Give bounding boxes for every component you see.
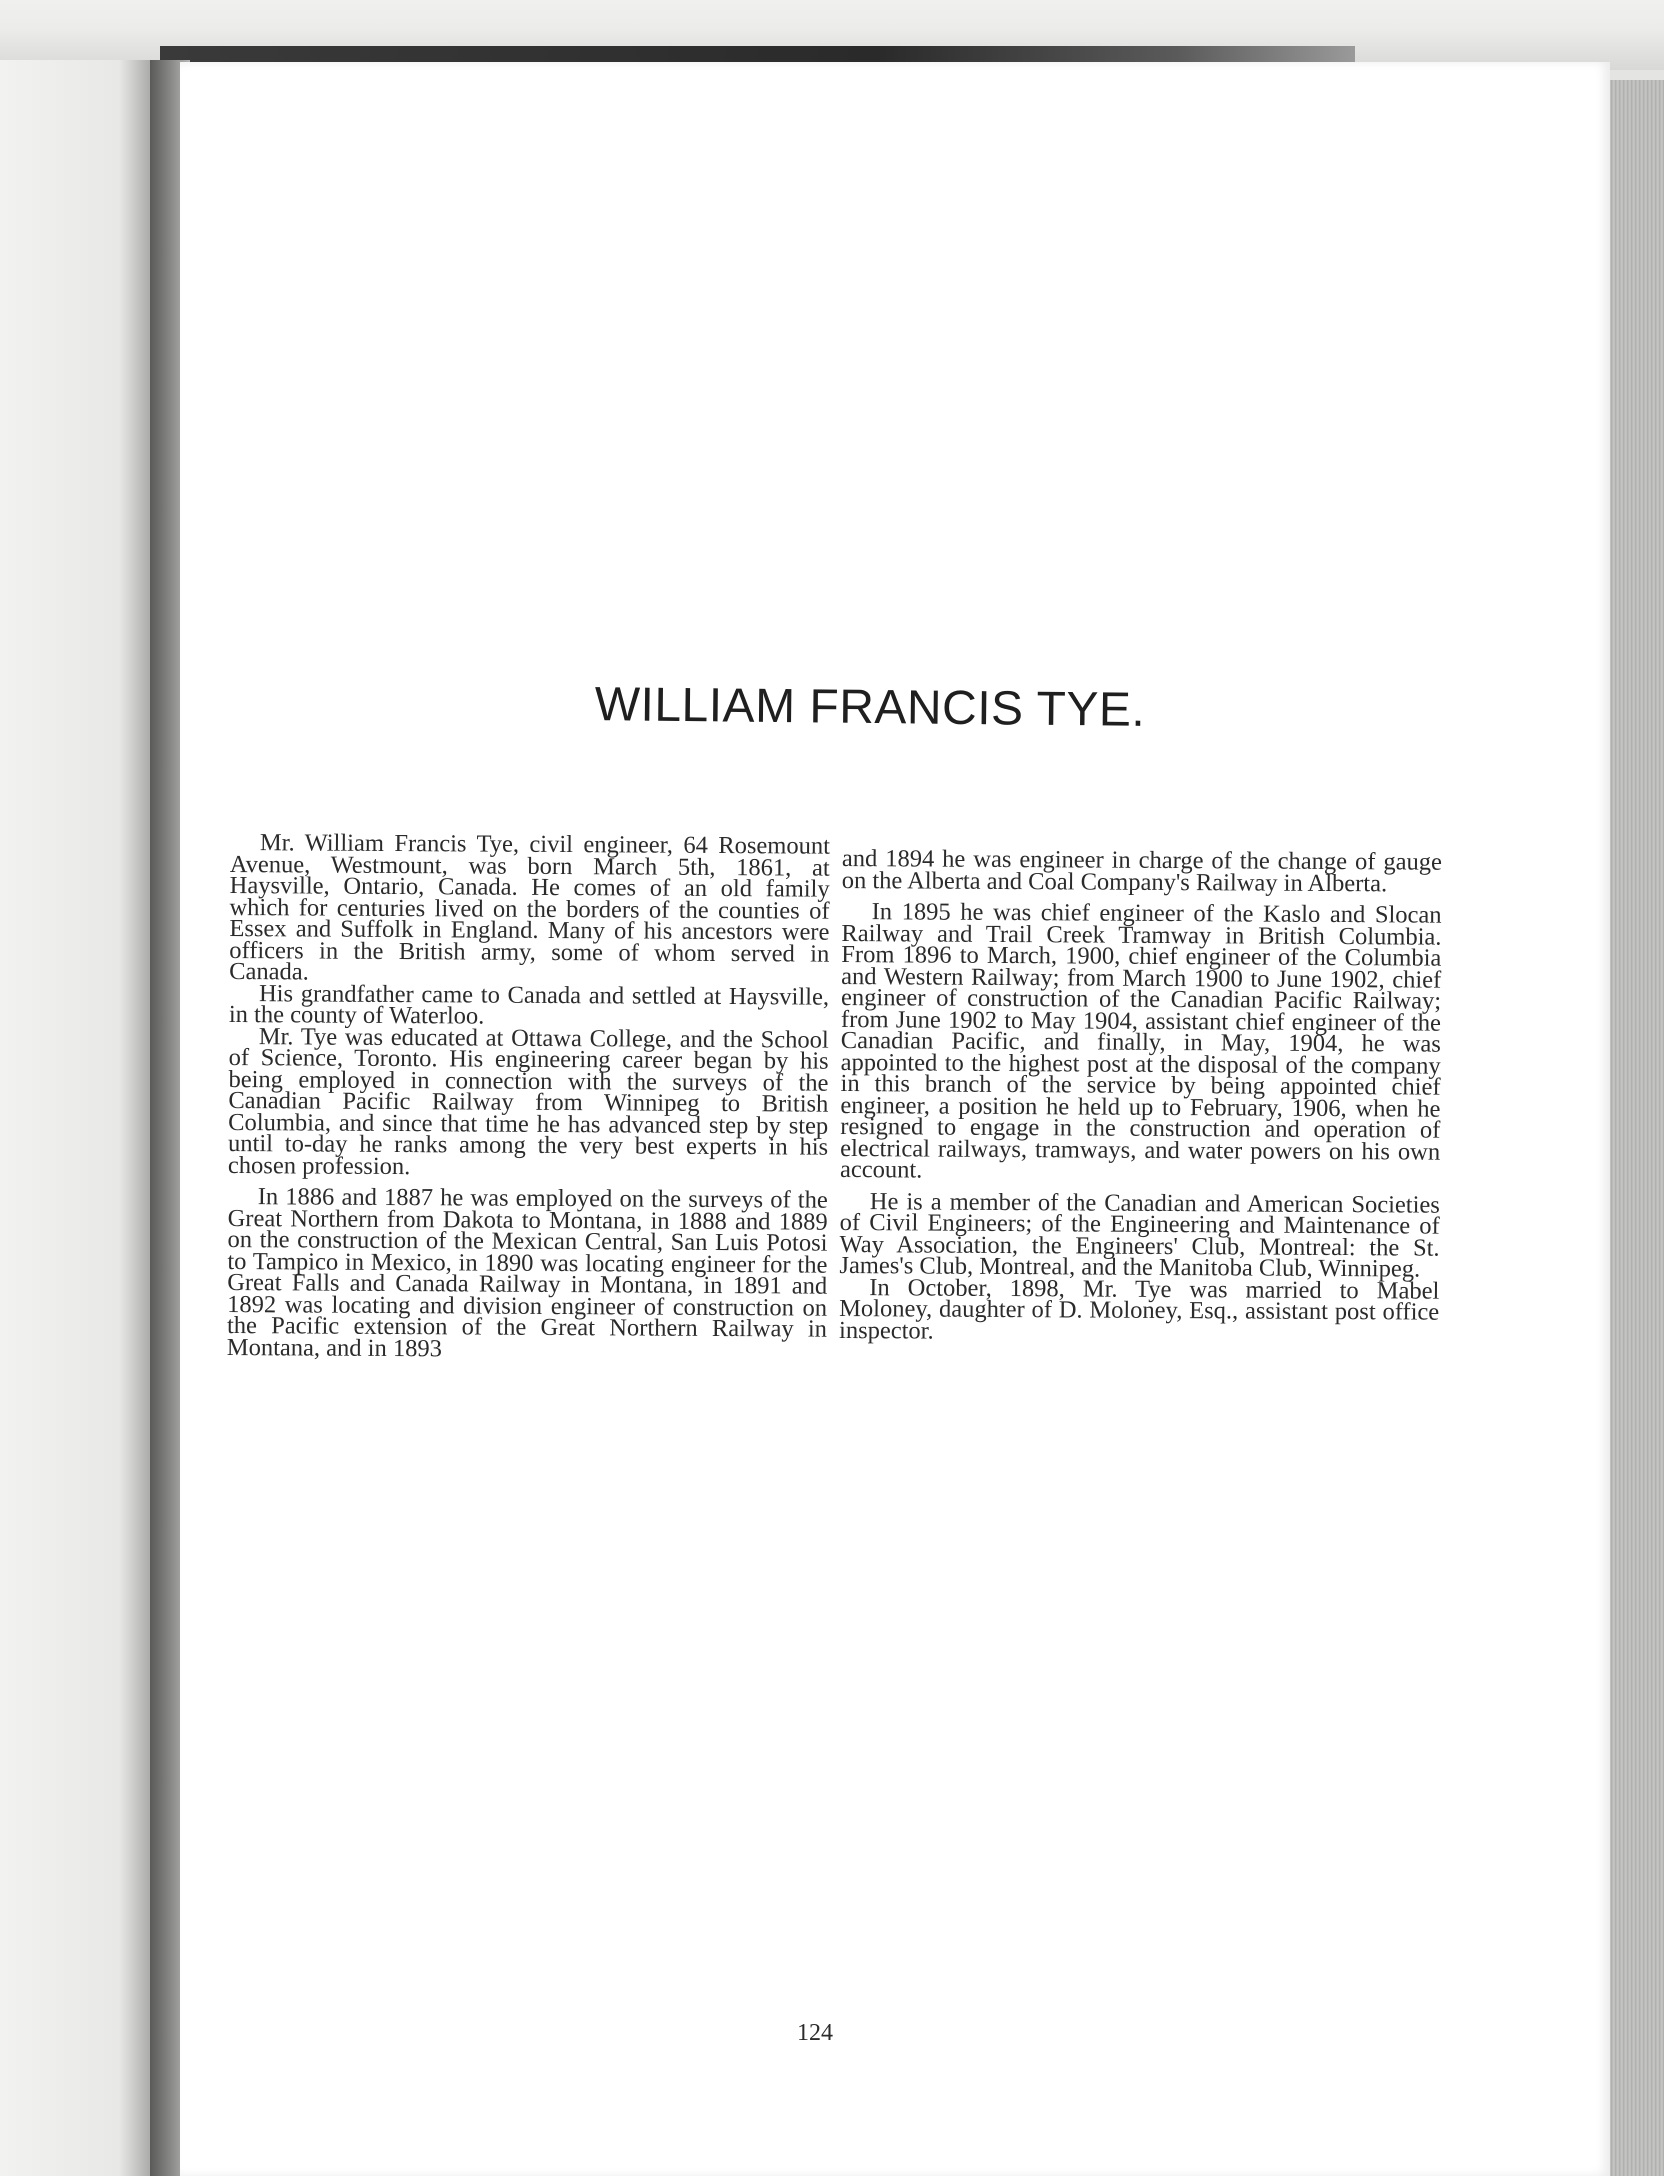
page-number: 124 (797, 2020, 833, 2046)
paragraph: Mr. Tye was educated at Ottawa College, and the School of Science, Toronto. His engineering career began by his being employed in connection with the surveys of the Canadian Pacific Railway from Winnipeg to British Columbia, and since that time he has advanced step by step until to-day he ranks among the very best experts in his chosen profession. (227, 1022, 829, 1180)
paragraph: In October, 1898, Mr. Tye was married to Mabel Moloney, daughter of D. Moloney, Esq., assistant post office inspector. (838, 1273, 1440, 1345)
paragraph: In 1886 and 1887 he was employed on the surveys of the Great Northern from Dakota to Montana, in 1888 and 1889 on the construction of the Mexican Central, San Luis Potosi to Tampico in Mexico, in 1890 was locating engineer for the Great Falls and Canada Railway in Montana, in 1891 and 1892 was locating and division engineer of construction on the Pacific extension of the Great Northern Railway in Montana, and in 1893 (226, 1183, 828, 1362)
paragraph: In 1895 he was chief engineer of the Kaslo and Slocan Railway and Trail Creek Tramway in British Columbia. From 1896 to March, 1900, chief engineer of the Columbia and Western Railway; from March 1900 to June 1902, chief engineer of construction of the Canadian Pacific Railway; from June 1902 to May 1904, assistant chief engineer of the Canadian Pacific, and finally, in May, 1904, he was appointed to the highest post at the disposal of the company in this branch of the service by being appointed chief engineer, a position he held up to February, 1906, when he resigned to engage in the construction and operation of electrical railways, tramways, and water powers on his own account. (839, 898, 1442, 1184)
paragraph: He is a member of the Canadian and American Societies of Civil Engineers; of the Engineering and Maintenance of Way Association, the Engineers' Club, Montreal: the St. James's Club, Montreal, and the Manitoba Club, Winnipeg. (839, 1187, 1440, 1283)
paragraph: His grandfather came to Canada and settled at Haysville, in the county of Waterloo. (228, 979, 830, 1030)
right-text-column (838, 845, 1443, 1345)
paragraph: and 1894 he was engineer in charge of the change of gauge on the Alberta and Coal Company's Railway in Alberta. (841, 845, 1443, 897)
page-title: WILLIAM FRANCIS TYE. (594, 678, 1146, 737)
facing-page-edge (0, 60, 170, 2176)
paragraph: Mr. William Francis Tye, civil engineer, 64 Rosemount Avenue, Westmount, was born March 5th, 1861, at Haysville, Ontario, Canada. He comes of an old family which for centuries lived on the borders of the counties of Essex and Suffolk in England. Many of his ancestors were officers in the British army, some of whom served in Canada. (229, 829, 831, 986)
left-text-column (226, 829, 831, 1362)
